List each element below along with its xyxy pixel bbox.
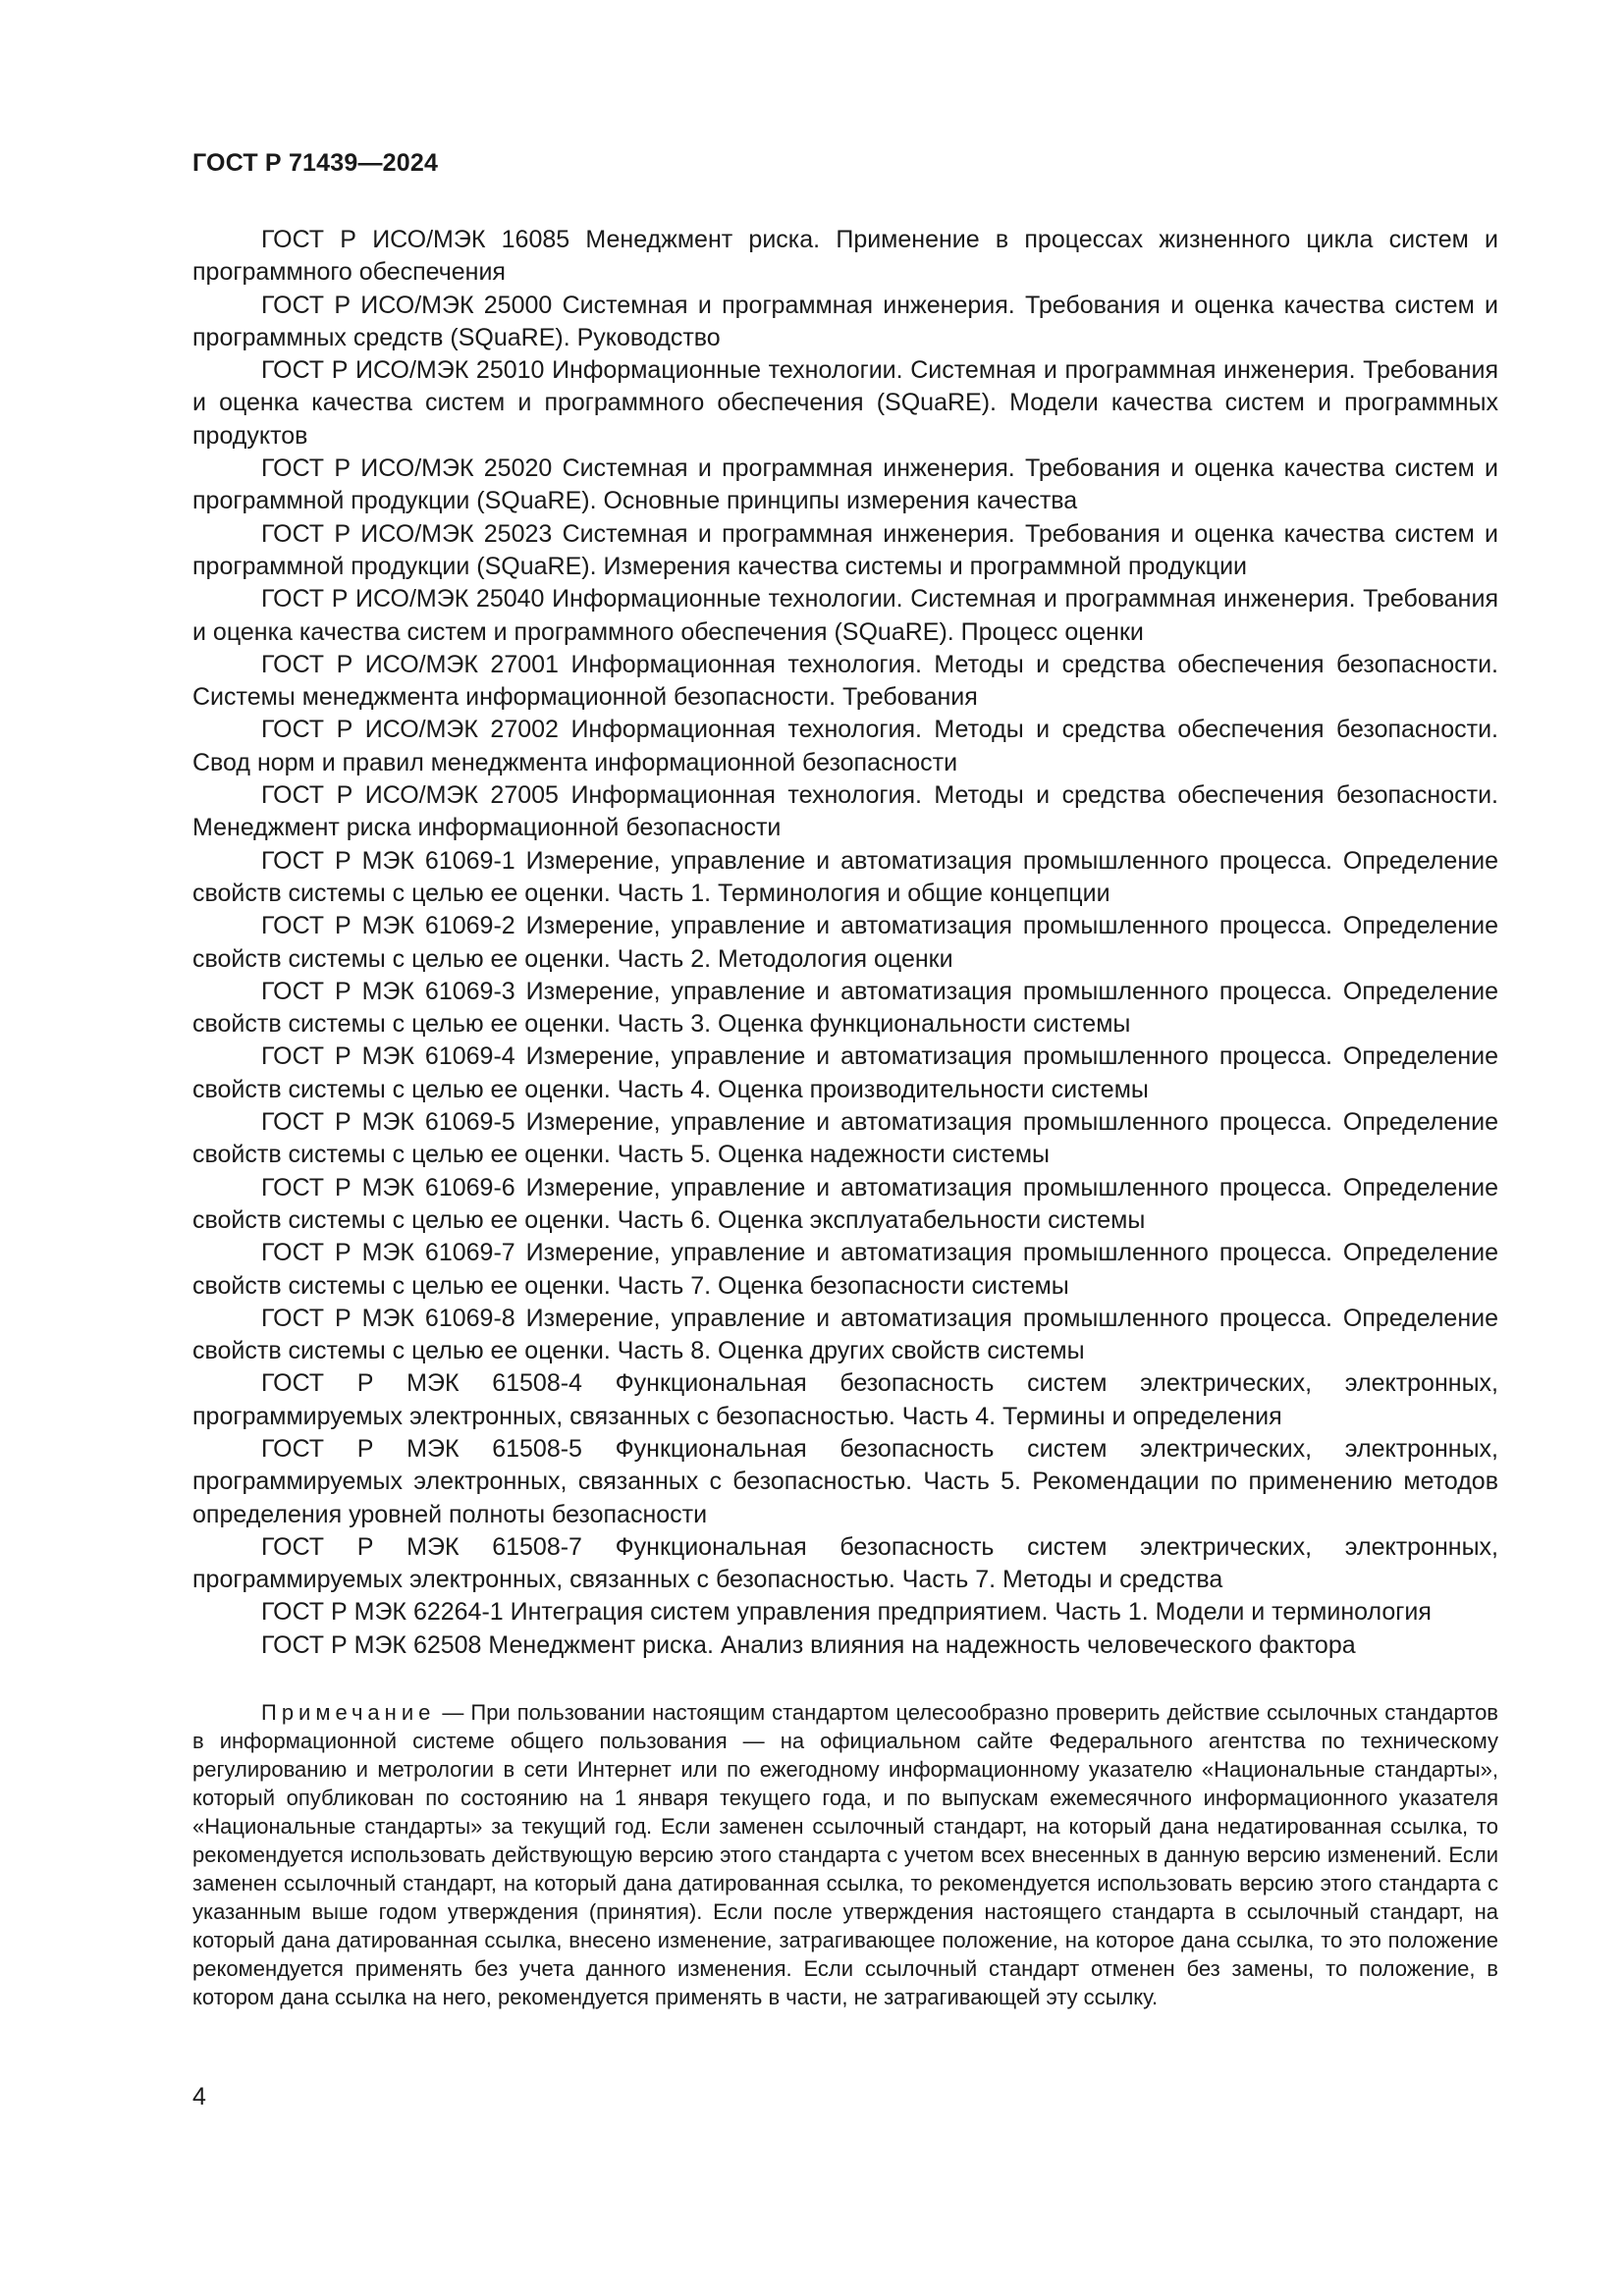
reference-item: ГОСТ Р ИСО/МЭК 25023 Системная и программная инженерия. Требования и оценка качества систем и программной продукции (SQuaRE). Измерения качества системы и программной продукции <box>192 519 1498 580</box>
reference-item: ГОСТ Р МЭК 61508-7 Функциональная безопасность систем электрических, электронных, программируемых электронных, связанных с безопасностью. Часть 7. Методы и средства <box>192 1532 1498 1594</box>
reference-item: ГОСТ Р ИСО/МЭК 25020 Системная и программная инженерия. Требования и оценка качества систем и программной продукции (SQuaRE). Основные принципы измерения качества <box>192 454 1498 515</box>
reference-item: ГОСТ Р МЭК 61069-8 Измерение, управление и автоматизация промышленного процесса. Определение свойств системы с целью ее оценки. Часть 8. Оценка других свойств системы <box>192 1304 1498 1365</box>
reference-list <box>192 224 1498 1662</box>
reference-item: ГОСТ Р МЭК 61069-5 Измерение, управление и автоматизация промышленного процесса. Определение свойств системы с целью ее оценки. Часть 5. Оценка надежности системы <box>192 1108 1498 1169</box>
reference-item: ГОСТ Р ИСО/МЭК 25010 Информационные технологии. Системная и программная инженерия. Требования и оценка качества систем и программного обеспечения (SQuaRE). Модели качества систем и программных продуктов <box>192 356 1498 450</box>
reference-item: ГОСТ Р МЭК 61069-7 Измерение, управление и автоматизация промышленного процесса. Определение свойств системы с целью ее оценки. Часть 7. Оценка безопасности системы <box>192 1239 1498 1300</box>
note-paragraph <box>192 1698 1498 2011</box>
reference-item: ГОСТ Р ИСО/МЭК 27001 Информационная технология. Методы и средства обеспечения безопасности. Системы менеджмента информационной безопасности. Требования <box>192 650 1498 712</box>
reference-item: ГОСТ Р ИСО/МЭК 27002 Информационная технология. Методы и средства обеспечения безопасности. Свод норм и правил менеджмента информационной безопасности <box>192 716 1498 776</box>
reference-item: ГОСТ Р ИСО/МЭК 27005 Информационная технология. Методы и средства обеспечения безопасности. Менеджмент риска информационной безопасности <box>192 781 1498 842</box>
reference-item: ГОСТ Р МЭК 61508-5 Функциональная безопасность систем электрических, электронных, программируемых электронных, связанных с безопасностью. Часть 5. Рекомендации по применению методов определения уровней полноты безопасности <box>192 1434 1498 1528</box>
reference-item: ГОСТ Р МЭК 61069-2 Измерение, управление и автоматизация промышленного процесса. Определение свойств системы с целью ее оценки. Часть 2. Методология оценки <box>192 912 1498 973</box>
reference-item: ГОСТ Р ИСО/МЭК 25040 Информационные технологии. Системная и программная инженерия. Требования и оценка качества систем и программного обеспечения (SQuaRE). Процесс оценки <box>192 585 1498 646</box>
reference-item: ГОСТ Р МЭК 62508 Менеджмент риска. Анализ влияния на надежность человеческого фактора <box>261 1630 1356 1659</box>
reference-item: ГОСТ Р МЭК 61069-6 Измерение, управление и автоматизация промышленного процесса. Определение свойств системы с целью ее оценки. Часть 6. Оценка эксплуатабельности системы <box>192 1173 1498 1234</box>
note-label: Примечание <box>261 1700 436 1725</box>
reference-item: ГОСТ Р ИСО/МЭК 16085 Менеджмент риска. Применение в процессах жизненного цикла систем и программного обеспечения <box>192 226 1498 287</box>
reference-item: ГОСТ Р МЭК 61069-1 Измерение, управление и автоматизация промышленного процесса. Определение свойств системы с целью ее оценки. Часть 1. Терминология и общие концепции <box>192 846 1498 907</box>
page-number: 4 <box>192 2083 206 2110</box>
reference-item: ГОСТ Р МЭК 61069-3 Измерение, управление и автоматизация промышленного процесса. Определение свойств системы с целью ее оценки. Часть 3. Оценка функциональности системы <box>192 977 1498 1039</box>
reference-item: ГОСТ Р МЭК 61069-4 Измерение, управление и автоматизация промышленного процесса. Определение свойств системы с целью ее оценки. Часть 4. Оценка производительности системы <box>192 1042 1498 1103</box>
note-text: — При пользовании настоящим стандартом целесообразно проверить действие ссылочных стандартов в информационной системе общего пользования — на официальном сайте Федерального агентства по техническому регулированию и метрологии в сети Интернет или по ежегодному информационному указателю «Национальные стандарты», который опубликован по состоянию на 1 января текущего года, и по выпускам ежемесячного информационного указателя «Национальные стандарты» за текущий год. Если заменен ссылочный стандарт, на который дана недатированная ссылка, то рекомендуется использовать действующую версию этого стандарта с учетом всех внесенных в данную версию изменений. Если заменен ссылочный стандарт, на который дана датированная ссылка, то рекомендуется использовать версию этого стандарта с указанным выше годом утверждения (принятия). Если после утверждения настоящего стандарта в ссылочный стандарт, на который дана датированная ссылка, внесено изменение, затрагивающее положение, на которое дана ссылка, то это положение рекомендуется применять без учета данного изменения. Если ссылочный стандарт отменен без замены, то положение, в котором дана ссылка на него, рекомендуется применять в части, не затрагивающей эту ссылку. <box>192 1700 1498 2009</box>
document-header: ГОСТ Р 71439—2024 <box>192 149 439 177</box>
reference-item: ГОСТ Р ИСО/МЭК 25000 Системная и программная инженерия. Требования и оценка качества систем и программных средств (SQuaRE). Руководство <box>192 291 1498 351</box>
reference-item: ГОСТ Р МЭК 61508-4 Функциональная безопасность систем электрических, электронных, программируемых электронных, связанных с безопасностью. Часть 4. Термины и определения <box>192 1369 1498 1430</box>
reference-item: ГОСТ Р МЭК 62264-1 Интеграция систем управления предприятием. Часть 1. Модели и терминология <box>261 1598 1432 1627</box>
